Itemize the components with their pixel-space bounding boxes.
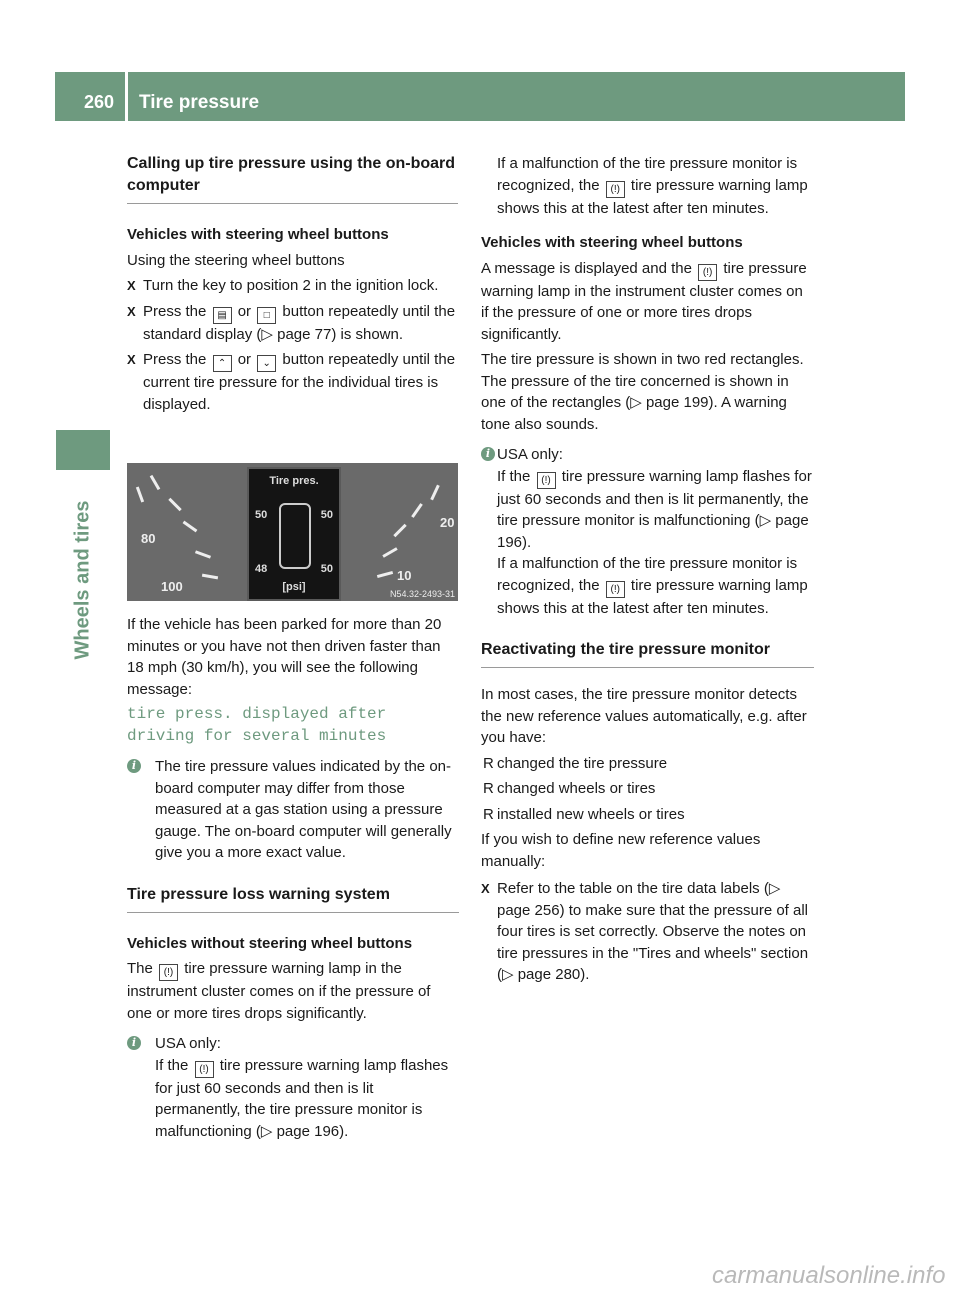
paragraph: If the vehicle has been parked for more than 20 minutes or you have not then driven faster than 18 mph (30 km/h), you will see the following message: — [127, 616, 442, 698]
arrow-icon: X — [481, 881, 490, 896]
tire-front-left: 50 — [255, 509, 268, 521]
section-heading: Reactivating the tire pressure monitor — [481, 639, 814, 668]
tire-rear-left: 48 — [255, 563, 268, 575]
page-title: Tire pressure — [139, 92, 260, 113]
instrument-cluster-image — [127, 463, 458, 601]
display-screen — [247, 467, 341, 601]
side-tab-label: Wheels and tires — [71, 500, 94, 660]
info-note: i The tire pressure values indicated by the on-board computer may differ from those measured at a gas station using a pressure gauge. The on-board computer will generally give you a more exact value. — [127, 756, 459, 864]
info-icon: i — [127, 1036, 141, 1050]
display-message: tire press. displayed after driving for several minutes — [127, 705, 387, 745]
instruction-step: X Turn the key to position 2 in the ignition lock. — [127, 275, 458, 297]
right-column — [481, 153, 814, 986]
back-button-icon: □ — [257, 307, 276, 324]
gauge-label: 100 — [161, 579, 183, 594]
info-icon: i — [481, 447, 495, 461]
tire-pressure-warning-icon: (!) — [606, 181, 625, 198]
gauge-label: 10 — [397, 568, 412, 583]
display-title: Tire pres. — [269, 475, 319, 487]
tire-rear-right: 50 — [320, 563, 333, 575]
tire-pressure-warning-icon: (!) — [537, 472, 556, 489]
section-heading: Tire pressure loss warning system — [127, 884, 459, 913]
instruction-step: X Refer to the table on the tire data labels (▷ page 256) to make sure that the pressure of all four tires is set correctly. Observe the notes on tire pressures in the "Tires and wheels" section (▷ page 280). — [481, 880, 809, 983]
pressure-unit: [psi] — [282, 581, 306, 593]
header-divider — [125, 72, 128, 121]
left-column-lower — [127, 614, 459, 1142]
paragraph: If a malfunction of the tire pressure monitor is recognized, the (!) tire pressure warning lamp shows this at the latest after ten minutes. — [497, 155, 808, 217]
subheading: Vehicles with steering wheel buttons — [481, 234, 743, 251]
tire-pressure-warning-icon: (!) — [698, 264, 717, 281]
instruction-step: X Press the ▤ or □ button repeatedly until the standard display (▷ page 77) is shown. — [127, 302, 456, 343]
subheading: Vehicles without steering wheel buttons — [127, 934, 413, 952]
info-note: i USA only: If the (!) tire pressure warning lamp flashes for just 60 seconds and then is lit permanently, the tire pressure monitor is malfunctioning (▷ page 196). If a malfunction of the tire pressure monitor is recognized, the (!) tire pressure warning lamp shows this at the latest after ten minutes. — [481, 444, 814, 619]
tire-pressure-warning-icon: (!) — [606, 581, 625, 598]
gauge-label: 80 — [141, 531, 156, 546]
paragraph: The tire pressure is shown in two red rectangles. The pressure of the tire concerned is shown in one of the rectangles (▷ page 199). A warning tone also sounds. — [481, 351, 804, 433]
info-note: i USA only: If the (!) tire pressure warning lamp flashes for just 60 seconds and then is lit permanently, the tire pressure monitor is malfunctioning (▷ page 196). — [127, 1033, 459, 1142]
side-tab — [56, 430, 110, 470]
paragraph: If you wish to define new reference values manually: — [481, 831, 761, 870]
tire-pressure-warning-icon: (!) — [159, 964, 178, 981]
paragraph: A message is displayed and the (!) tire pressure warning lamp in the instrument cluster comes on if the pressure of one or more tires drops significantly. — [481, 259, 807, 343]
arrow-icon: X — [127, 303, 136, 319]
instruction-step: X Press the ⌃ or ⌄ button repeatedly until the current tire pressure for the individual tires is displayed. — [127, 351, 456, 413]
left-column — [127, 153, 458, 415]
tire-front-right: 50 — [320, 509, 333, 521]
list-item: R changed wheels or tires — [483, 780, 656, 797]
car-outline-icon — [279, 503, 311, 569]
list-item: R changed the tire pressure — [483, 754, 668, 772]
gauge-label: 20 — [440, 515, 455, 530]
info-icon: i — [127, 759, 141, 773]
up-button-icon: ⌃ — [213, 355, 232, 372]
watermark: carmanualsonline.info — [712, 1262, 946, 1289]
page-number: 260 — [84, 92, 115, 112]
image-code: N54.32-2493-31 — [389, 589, 455, 599]
subheading: Vehicles with steering wheel buttons — [127, 226, 389, 243]
arrow-icon: X — [127, 352, 136, 367]
section-heading: Calling up tire pressure using the on-board computer — [127, 153, 458, 204]
paragraph: Using the steering wheel buttons — [127, 251, 345, 269]
tire-pressure-warning-icon: (!) — [195, 1061, 214, 1078]
display-button-icon: ▤ — [213, 307, 232, 324]
down-button-icon: ⌄ — [257, 355, 276, 372]
paragraph: In most cases, the tire pressure monitor detects the new reference values automatically, e.g. after you have: — [481, 686, 807, 746]
arrow-icon: X — [127, 278, 136, 293]
list-item: R installed new wheels or tires — [483, 805, 685, 823]
paragraph: The (!) tire pressure warning lamp in the instrument cluster comes on if the pressure of one or more tires drops significantly. — [127, 960, 431, 1022]
